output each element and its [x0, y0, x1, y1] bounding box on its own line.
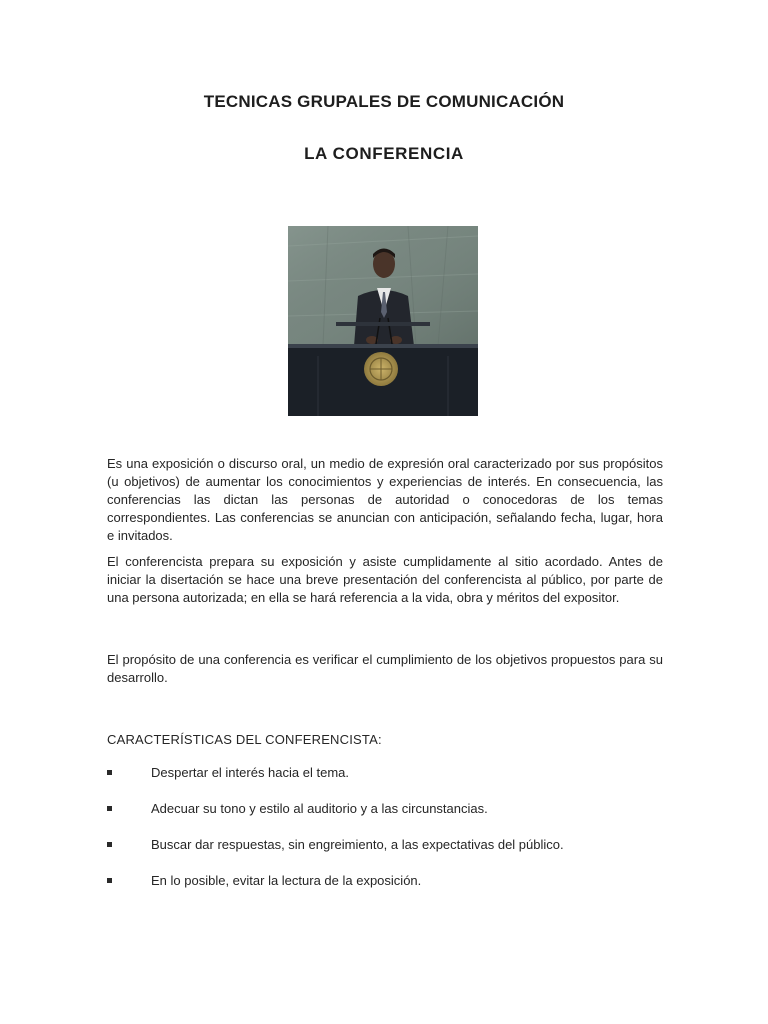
paragraph-preparation: El conferencista prepara su exposición y asiste cumplidamente al sitio acordado. Antes de iniciar la disertación se hace una breve presentación del conferencista al público, por parte de una persona autorizada; en ella se hará referencia a la vida, obra y méritos del expositor. — [107, 554, 663, 605]
list-item-text: Adecuar su tono y estilo al auditorio y a las circunstancias. — [151, 801, 488, 816]
bullet-square-icon — [107, 842, 112, 847]
list-item-text: En lo posible, evitar la lectura de la exposición. — [151, 873, 422, 888]
paragraph-purpose: El propósito de una conferencia es verificar el cumplimiento de los objetivos propuestos para su desarrollo. — [107, 652, 663, 685]
list-item — [107, 764, 667, 800]
bullet-square-icon — [107, 770, 112, 775]
list-item-text: Despertar el interés hacia el tema. — [151, 765, 349, 780]
list-item-text: Buscar dar respuestas, sin engreimiento, a las expectativas del público. — [151, 837, 564, 852]
document-title: TECNICAS GRUPALES DE COMUNICACIÓN — [203, 92, 565, 111]
bullet-square-icon — [107, 806, 112, 811]
characteristics-list — [107, 764, 667, 908]
document-subtitle: LA CONFERENCIA — [304, 144, 464, 163]
list-item — [107, 836, 667, 872]
list-item — [107, 872, 667, 908]
speaker-at-podium-photo — [288, 226, 478, 416]
paragraph-definition: Es una exposición o discurso oral, un medio de expresión oral caracterizado por sus propósitos (u objetivos) de aumentar los conocimientos y experiencias de interés. En consecuencia, las conferencias las dictan las personas de autoridad o conocedoras de los temas correspondientes. Las conferencias se anuncian con anticipación, señalando fecha, lugar, hora e invitados. — [107, 456, 663, 543]
list-item — [107, 800, 667, 836]
section-heading-characteristics: CARACTERÍSTICAS DEL CONFERENCISTA: — [107, 732, 382, 747]
bullet-square-icon — [107, 878, 112, 883]
